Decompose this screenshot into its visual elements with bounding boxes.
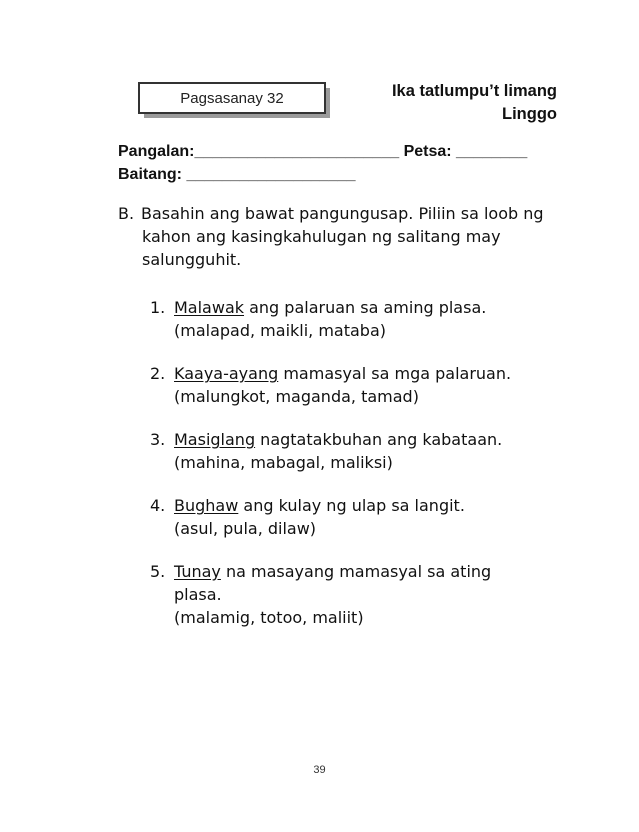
sentence-rest: ang kulay ng ulap sa langit. [238,496,465,515]
item-choices: (mahina, mabagal, maliksi) [174,453,393,472]
sentence-rest: nagtatakbuhan ang kabataan. [255,430,503,449]
week-heading-line2: Linggo [502,105,557,123]
sentence-rest: mamasyal sa mga palaruan. [278,364,512,383]
item-choices: (malapad, maikli, mataba) [174,321,387,340]
item-sentence [174,362,550,385]
item-sentence [174,494,550,517]
item-sentence [174,428,550,451]
grade-line: Baitang: ___________________ [118,166,356,183]
week-heading [392,80,557,126]
instruction-block [118,202,568,271]
item-sentence [174,560,514,606]
item-choices: (asul, pula, dilaw) [174,519,317,538]
badge-label: Pagsasanay 32 [138,82,326,114]
instruction-text: Basahin ang bawat pangungusap. Piliin sa loob ng kahon ang kasingkahulugan ng salitang may salungguhit. [141,204,544,269]
list-item [150,560,550,629]
list-item [150,494,550,540]
item-choices: (malungkot, maganda, tamad) [174,387,419,406]
sentence-rest: ang palaruan sa aming plasa. [244,298,487,317]
item-sentence [174,296,550,319]
underlined-word: Masiglang [174,430,256,449]
sentence-rest: na masayang mamasyal sa ating plasa. [174,562,492,604]
name-date-line: Pangalan:_______________________ Petsa: ________ [118,143,528,160]
underlined-word: Kaaya-ayang [174,364,279,383]
item-choices: (malamig, totoo, maliit) [174,608,364,627]
item-number: 5. [150,562,166,581]
list-item [150,428,550,474]
exercise-badge [138,82,328,116]
item-number: 2. [150,364,166,383]
instruction-marker: B. [118,204,135,223]
item-number: 3. [150,430,166,449]
item-number: 4. [150,496,166,515]
list-item [150,362,550,408]
underlined-word: Malawak [174,298,245,317]
underlined-word: Tunay [174,562,221,581]
week-heading-line1: Ika tatlumpu’t limang [391,82,557,100]
underlined-word: Bughaw [174,496,239,515]
exercise-list [150,296,550,649]
list-item [150,296,550,342]
page-number: 39 [313,764,326,776]
item-number: 1. [150,298,166,317]
